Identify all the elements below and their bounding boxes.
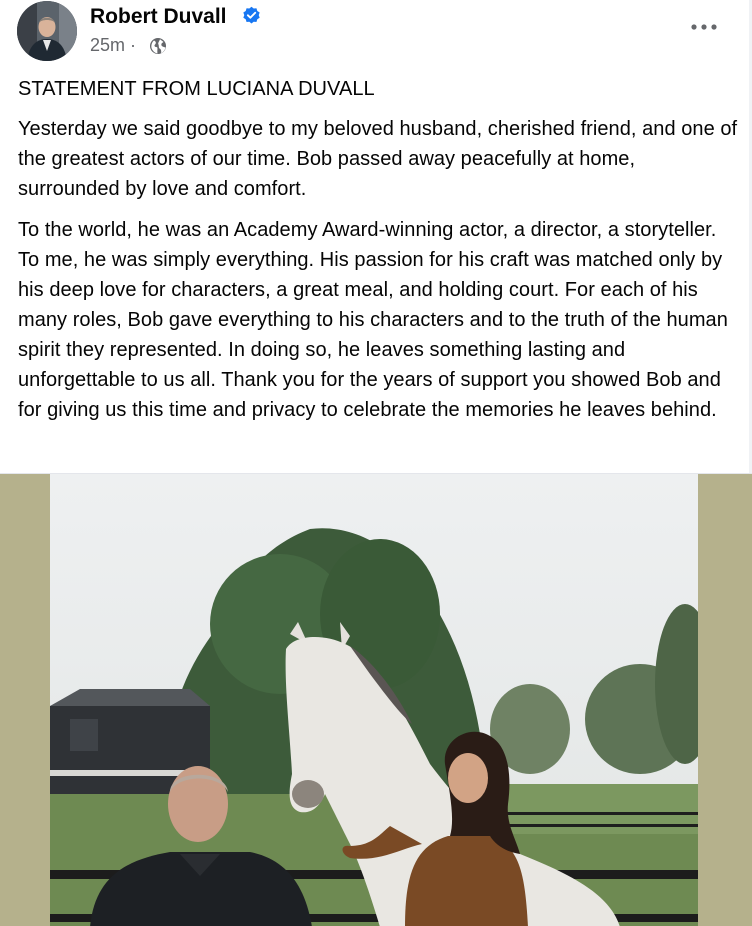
verified-badge-icon [242,6,261,25]
statement-title: STATEMENT FROM LUCIANA DUVALL [18,78,375,100]
author-name[interactable]: Robert Duvall [90,5,227,28]
post-meta [90,34,140,56]
meta-separator: · [130,35,137,55]
post-header [0,0,752,64]
globe-icon[interactable] [149,37,167,55]
more-horizontal-icon [691,24,717,30]
avatar[interactable] [17,1,77,61]
more-options-button[interactable] [683,10,725,44]
post-photo-container [0,473,752,926]
post-timestamp[interactable]: 25m [90,35,126,55]
post-paragraph: To the world, he was an Academy Award-winning actor, a director, a storyteller. To me, he was simply everything. His passion for his craft was matched only by his deep love for characters, a great meal, and holding court. For each of his many roles, Bob gave everything to his characters and to the truth of the human spirit they represented. In doing so, he leaves something lasting and unforgettable to us all. Thank you for the years of support you showed Bob and for giving us this time and privacy to celebrate the memories he leaves behind. [18,219,728,421]
post-photo[interactable] [50,474,698,926]
post-paragraph: Yesterday we said goodbye to my beloved husband, cherished friend, and one of the greatest actors of our time. Bob passed away peacefully at home, surrounded by love and comfort. [18,118,738,200]
